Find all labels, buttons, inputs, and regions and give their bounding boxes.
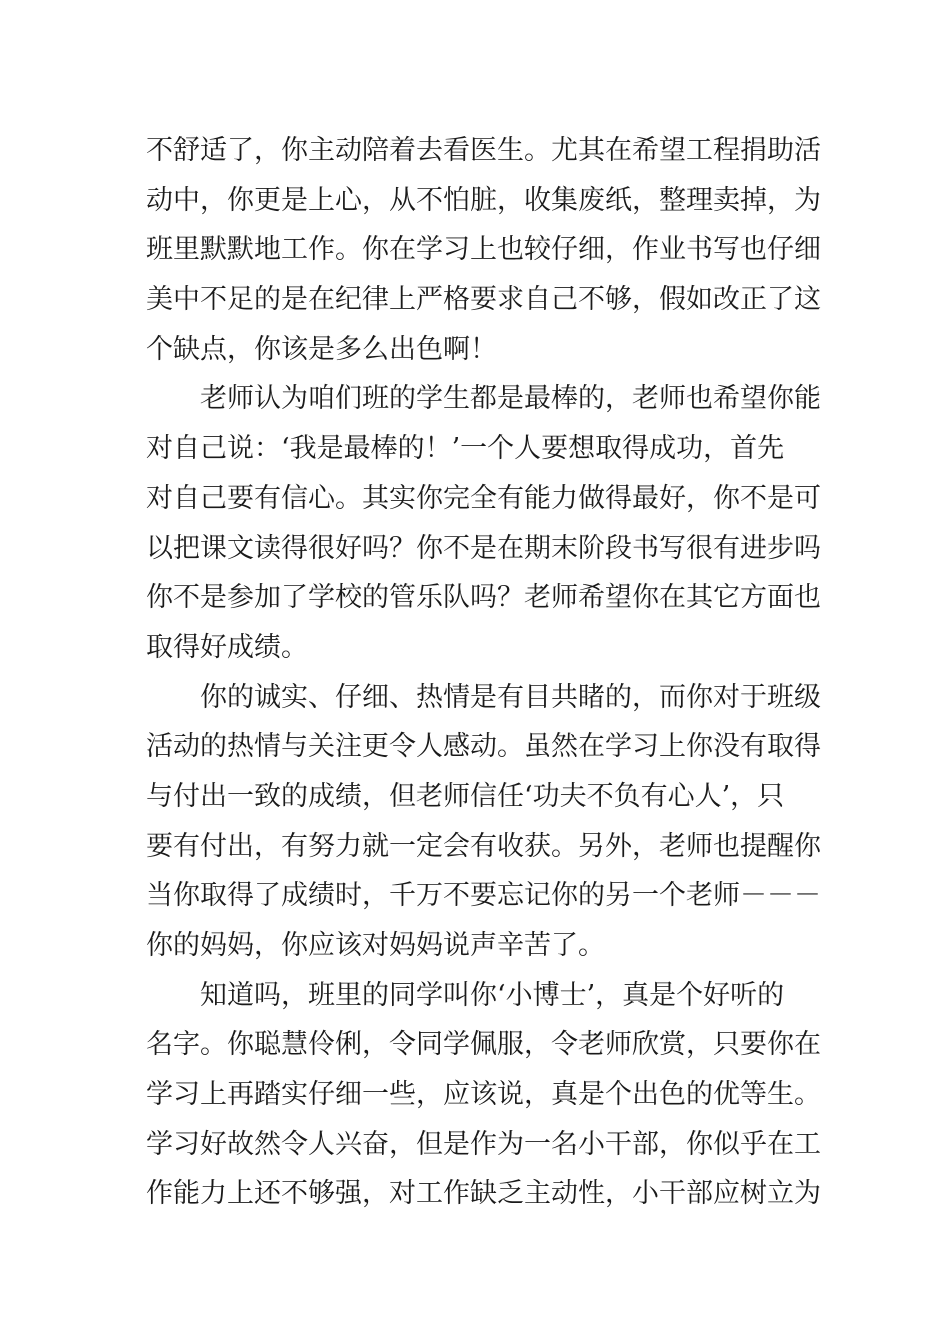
paragraph-first-line: 老师认为咱们班的学生都是最棒的，老师也希望你能 xyxy=(200,383,821,415)
text-line: 作能力上还不够强，对工作缺乏主动性，小干部应树立为 xyxy=(146,1178,821,1210)
text-line: 个缺点，你该是多么出色啊！ xyxy=(146,333,497,365)
text-line: 要有付出，有努力就一定会有收获。另外，老师也提醒你 xyxy=(146,830,821,862)
text-line: 学习好故然令人兴奋，但是作为一名小干部，你似乎在工 xyxy=(146,1128,821,1160)
text-line: 美中不足的是在纪律上严格要求自己不够，假如改正了这 xyxy=(146,284,821,316)
text-line: 动中，你更是上心，从不怕脏，收集废纸，整理卖掉，为 xyxy=(146,184,821,216)
text-line: 取得好成绩。 xyxy=(146,631,308,663)
document-body xyxy=(146,126,821,1219)
text-line: 以把课文读得很好吗？你不是在期末阶段书写很有进步吗 xyxy=(146,532,821,564)
text-line: 与付出一致的成绩，但老师信任‘功夫不负有心人’，只 xyxy=(146,780,785,812)
text-line: 名字。你聪慧伶俐，令同学佩服，令老师欣赏，只要你在 xyxy=(146,1029,821,1061)
text-line: 活动的热情与关注更令人感动。虽然在学习上你没有取得 xyxy=(146,731,821,763)
text-line: 学习上再踏实仔细一些，应该说，真是个出色的优等生。 xyxy=(146,1079,821,1111)
paragraph-first-line: 你的诚实、仔细、热情是有目共睹的，而你对于班级 xyxy=(200,681,821,713)
text-line: 当你取得了成绩时，千万不要忘记你的另一个老师－－－ xyxy=(146,880,821,912)
text-line: 不舒适了，你主动陪着去看医生。尤其在希望工程捐助活 xyxy=(146,135,821,166)
text-line: 对自己要有信心。其实你完全有能力做得最好，你不是可 xyxy=(146,482,821,514)
text-line: 你的妈妈，你应该对妈妈说声辛苦了。 xyxy=(146,930,605,961)
paragraph-first-line: 知道吗，班里的同学叫你‘小博士’，真是个好听的 xyxy=(200,979,785,1011)
text-line: 对自己说：‘我是最棒的！’一个人要想取得成功，首先 xyxy=(146,433,785,465)
text-line: 班里默默地工作。你在学习上也较仔细，作业书写也仔细 xyxy=(146,234,821,266)
text-line: 你不是参加了学校的管乐队吗？老师希望你在其它方面也 xyxy=(146,582,821,614)
